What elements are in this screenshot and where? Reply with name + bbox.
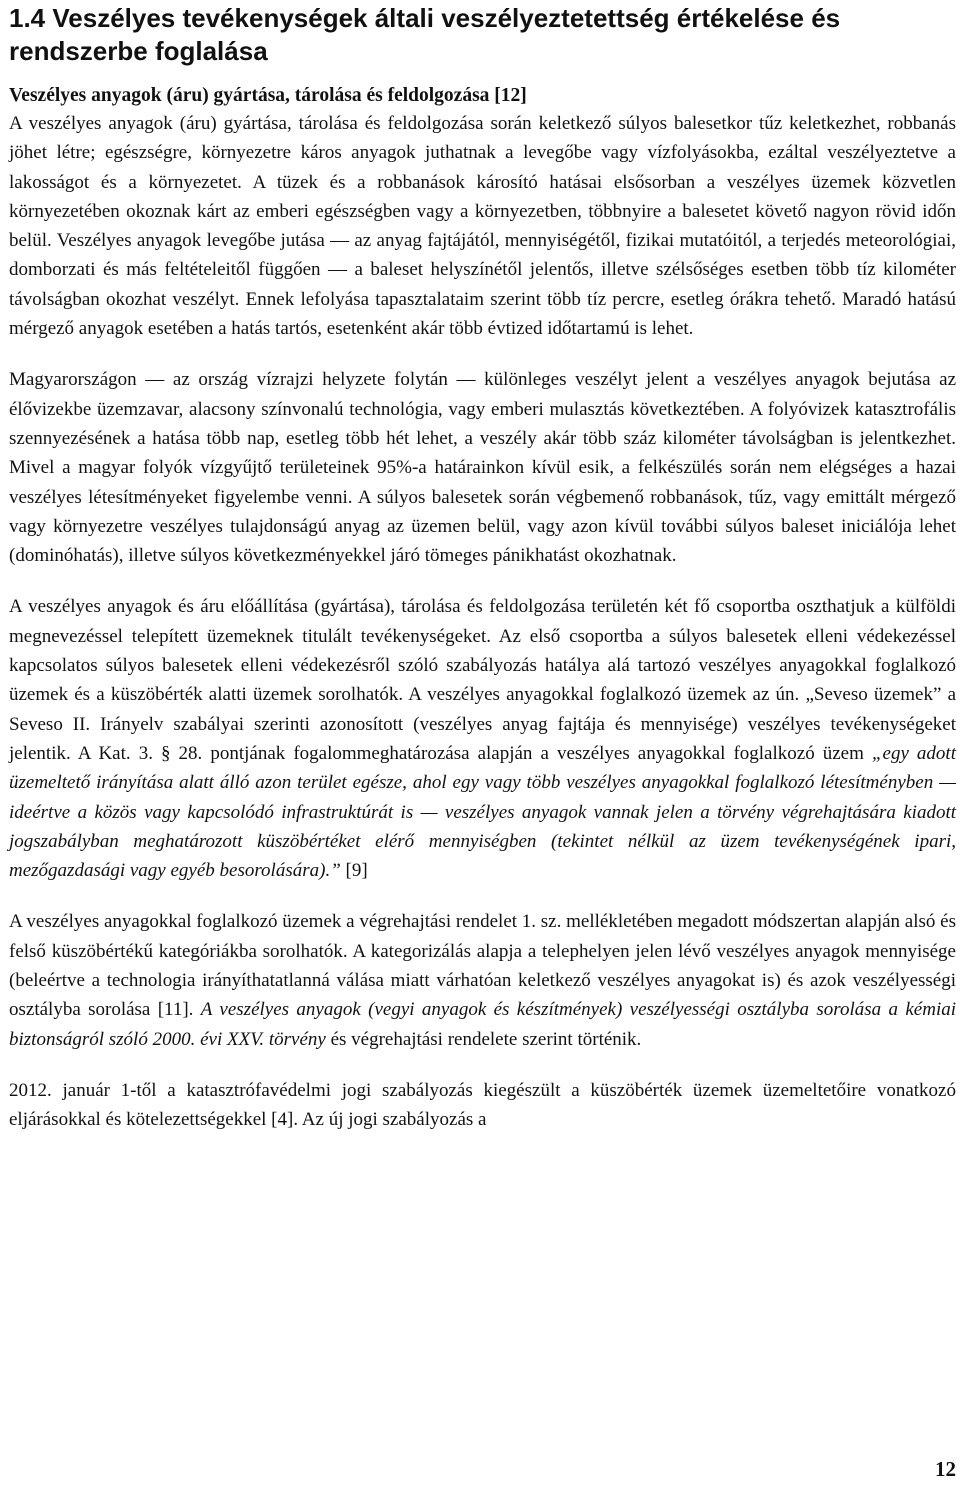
paragraph-2: Magyarországon — az ország vízrajzi helyzete folytán — különleges veszélyt jelent a veszélyes anyagok bejutása az élővizekbe üzemzavar, alacsony színvonalú technológia, vagy emberi mulasztás következtében. A folyóvizek katasztrofális szennyezésének a hatása több nap, esetleg több hét lehet, a veszély akár több száz kilométer távolságban is jelentkezhet. Mivel a magyar folyók vízgyűjtő területeinek 95%-a határainkon kívül esik, a felkészülés során nem elégséges a hazai veszélyes létesítményeket figyelembe venni. A súlyos balesetek során végbemenő robbanások, tűz, vagy emittált mérgező vagy környezetre veszélyes tulajdonságú anyag az üzemen belül, vagy azon kívül további súlyos baleset iniciálója lehet (dominóhatás), illetve súlyos következményekkel járó tömeges pánikhatást okozhatnak. (9, 369, 956, 567)
paragraph-4-tail: és végrehajtási rendelete szerint történik. (325, 1028, 642, 1050)
section-title: 1.4 Veszélyes tevékenységek általi veszélyeztetettség értékelése és rendszerbe foglalása (9, 3, 841, 66)
law-title: A veszélyes anyagok (vegyi anyagok és készítmények) veszélyességi osztályba sorolása a kémiai biztonságról szóló 2000. évi XXV. törvény (9, 999, 956, 1050)
paragraph-4-text: A veszélyes anyagokkal foglalkozó üzemek a végrehajtási rendelet 1. sz. mellékletében megadott módszertan alapján alsó és felső küszöbértékű kategóriákba sorolhatók. A kategorizálás alapja a telephelyen jelen lévő veszélyes anyagok mennyisége (beleértve a technologia irányíthatatlanná válása miatt várhatóan keletkező veszélyes anyagokat is) és azok veszélyességi osztályba sorolása [11]. (9, 911, 956, 1021)
subheading: Veszélyes anyagok (áru) gyártása, tárolása és feldolgozása [12] (9, 85, 527, 106)
legal-definition-quote: „egy adott üzemeltető irányítása alatt álló azon terület egésze, ahol egy vagy több veszélyes anyagokkal foglalkozó létesítményben — ideértve a közös vagy kapcsolódó infrastruktúrát is — veszélyes anyagok vannak jelen a törvény végrehajtására kiadott jogszabályban meghatározott küszöbértéket elérő mennyiségben (tekintet nélkül az üzem tevékenységének ipari, mezőgazdasági vagy egyéb besorolására).” (9, 742, 956, 882)
paragraph-3 (9, 592, 956, 885)
paragraph-1: A veszélyes anyagok (áru) gyártása, tárolása és feldolgozása során keletkező súlyos balesetkor tűz keletkezhet, robbanás jöhet létre; egészségre, környezetre káros anyagok juthatnak a levegőbe vagy vízfolyásokba, ezáltal veszélyeztetve a lakosságot és a környezetet. A tüzek és a robbanások károsító hatásai elsősorban a veszélyes üzemek közvetlen környezetében okoznak kárt az emberi egészségben vagy a környezetben, többnyire a balesetet követő nagyon rövid időn belül. Veszélyes anyagok levegőbe jutása — az anyag fajtájától, mennyiségétől, fizikai mutatóitól, a terjedés meteorológiai, domborzati és más feltételeitől függően — a baleset helyszínétől jelentős, illetve szélsőséges esetben több tíz kilométer távolságban okozhat veszélyt. Ennek lefolyása tapasztalataim szerint több tíz percre, esetleg órákra tehető. Maradó hatású mérgező anyagok esetében a hatás tartós, esetenként akár több évtized időtartamú is lehet. (9, 113, 956, 340)
paragraph-3-text: A veszélyes anyagok és áru előállítása (gyártása), tárolása és feldolgozása területén két fő csoportba oszthatjuk a külföldi megnevezéssel telepített üzemeknek titulált tevékenységeket. Az első csoportba a súlyos balesetek elleni védekezéssel kapcsolatos súlyos balesetek elleni védekezésről szóló szabályozás hatálya alá tartozó veszélyes anyagokkal foglalkozó üzemek és a küszöbérték alatti üzemek sorolhatók. A veszélyes anyagokkal foglalkozó üzemek az ún. „Seveso üzemek” a Seveso II. Irányelv szabályai szerinti azonosított (veszélyes anyag fajtája és mennyisége) veszélyes tevékenységeket jelentik. A Kat. 3. § 28. pontjának fogalommeghatározása alapján a veszélyes anyagokkal foglalkozó üzem (9, 596, 956, 764)
reference-9: [9] (340, 860, 368, 882)
paragraph-5: 2012. január 1-től a katasztrófavédelmi jogi szabályozás kiegészült a küszöbérték üzemek üzemeltetőire vonatkozó eljárásokkal és kötelezettségekkel [4]. Az új jogi szabályozás a (9, 1079, 956, 1131)
page-number: 12 (935, 1457, 956, 1481)
paragraph-4 (9, 907, 956, 1053)
